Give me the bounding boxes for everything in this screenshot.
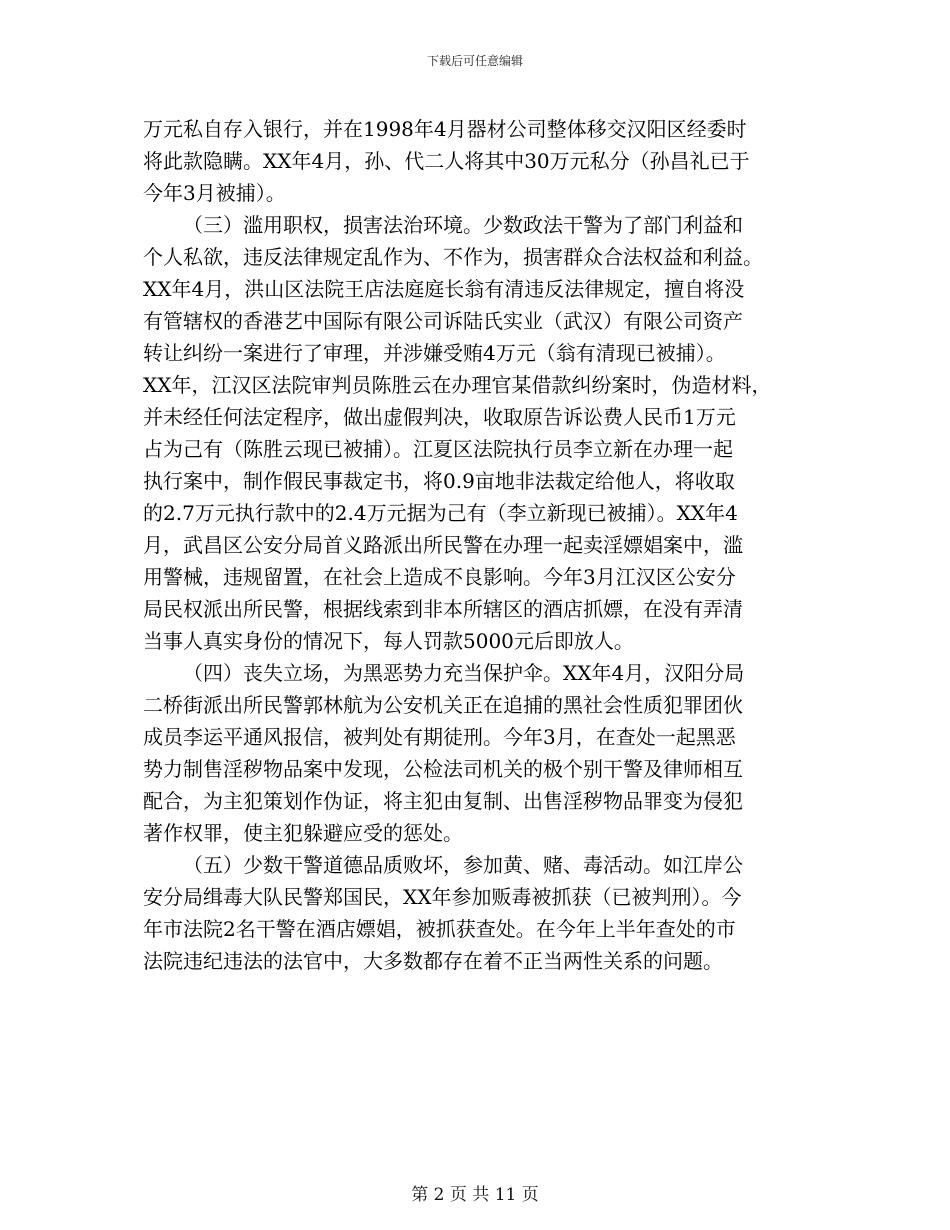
- text-line: 用警械，违规留置，在社会上造成不良影响。今年3月江汉区公安分: [143, 565, 736, 589]
- text-line: 有管辖权的香港艺中国际有限公司诉陆氏实业（武汉）有限公司资产: [143, 309, 743, 333]
- text-line: 个人私欲，违反法律规定乱作为、不作为，损害群众合法权益和利益。: [143, 245, 763, 269]
- text-line: 法院违纪违法的法官中，大多数都存在着不正当两性关系的问题。: [143, 949, 723, 973]
- body-text: [143, 113, 805, 977]
- text-line: 局民权派出所民警，根据线索到非本所辖区的酒店抓嫖，在没有弄清: [143, 597, 743, 621]
- text-line: 万元私自存入银行，并在1998年4月器材公司整体移交汉阳区经委时: [143, 117, 747, 141]
- paragraph-start-line: （五）少数干警道德品质败坏，参加黄、赌、毒活动。如江岸公: [183, 853, 743, 877]
- text-line: XX年4月，洪山区法院王店法庭庭长翁有清违反法律规定，擅自将没: [143, 277, 745, 301]
- text-line: 配合，为主犯策划作伪证，将主犯由复制、出售淫秽物品罪变为侵犯: [143, 789, 743, 813]
- paragraph-start-line: （四）丧失立场，为黑恶势力充当保护伞。XX年4月，汉阳分局: [183, 661, 745, 685]
- paragraph-start-line: （三）滥用职权，损害法治环境。少数政法干警为了部门利益和: [183, 213, 743, 237]
- text-line: 占为己有（陈胜云现已被捕）。江夏区法院执行员李立新在办理一起: [143, 437, 733, 461]
- page-footer: 第 2 页 共 11 页: [411, 1185, 539, 1205]
- text-line: 的2.7万元执行款中的2.4万元据为己有（李立新现已被捕）。XX年4: [143, 501, 738, 525]
- text-line: 今年3月被捕）。: [143, 181, 286, 205]
- text-line: 势力制售淫秽物品案中发现，公检法司机关的极个别干警及律师相互: [143, 757, 743, 781]
- text-line: 转让纠纷一案进行了审理，并涉嫌受贿4万元（翁有清现已被捕）。: [143, 341, 726, 365]
- page-header: 下载后可任意编辑: [426, 54, 523, 68]
- text-line: 将此款隐瞒。XX年4月，孙、代二人将其中30万元私分（孙昌礼已于: [143, 149, 750, 173]
- text-line: 执行案中，制作假民事裁定书，将0.9亩地非法裁定给他人，将收取: [143, 469, 735, 493]
- text-line: 并未经任何法定程序，做出虚假判决，收取原告诉讼费人民币1万元: [143, 405, 736, 429]
- text-line: 安分局缉毒大队民警郑国民，XX年参加贩毒被抓获（已被判刑）。今: [143, 885, 742, 909]
- text-line: 二桥街派出所民警郭林航为公安机关正在追捕的黑社会性质犯罪团伙: [143, 693, 743, 717]
- text-line: 当事人真实身份的情况下，每人罚款5000元后即放人。: [143, 629, 634, 653]
- text-line: 月，武昌区公安分局首义路派出所民警在办理一起卖淫嫖娼案中，滥: [143, 533, 743, 557]
- text-line: 年市法院2名干警在酒店嫖娼，被抓获查处。在今年上半年查处的市: [143, 917, 736, 941]
- text-line: 成员李运平通风报信，被判处有期徒刑。今年3月，在查处一起黑恶: [143, 725, 736, 749]
- text-line: 著作权罪，使主犯躲避应受的惩处。: [143, 821, 463, 845]
- text-line: XX年，江汉区法院审判员陈胜云在办理官某借款纠纷案时，伪造材料，: [143, 373, 772, 397]
